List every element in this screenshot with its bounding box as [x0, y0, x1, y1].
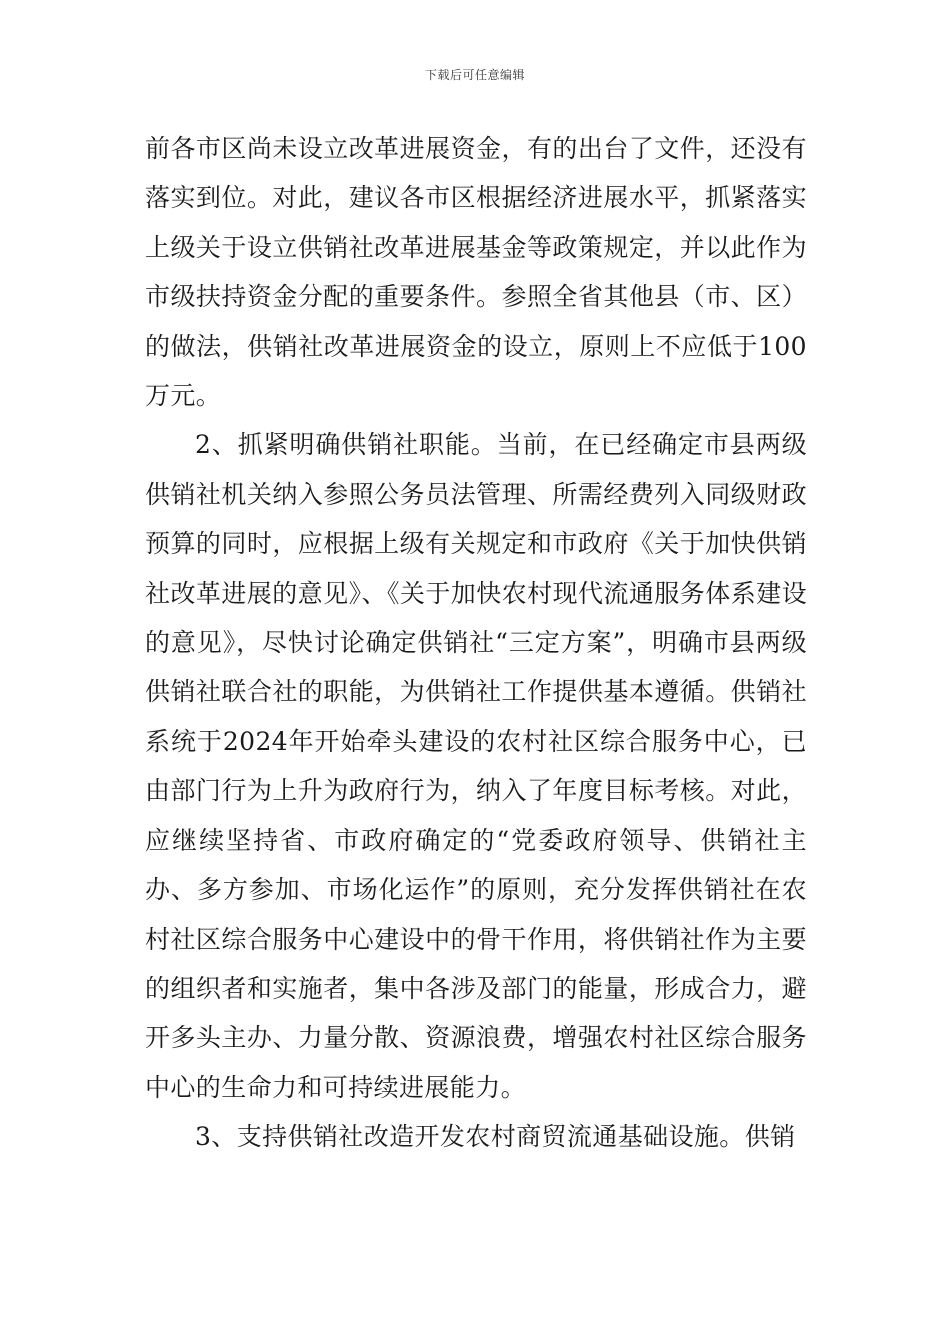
- paragraph-continuation: 前各市区尚未设立改革进展资金，有的出台了文件，还没有落实到位。对此，建议各市区根据经济进展水平，抓紧落实上级关于设立供销社改革进展基金等政策规定，并以此作为市级扶持资金分配的重要条件。参照全省其他县（市、区）的做法，供销社改革进展资金的设立，原则上不应低于100万元。: [145, 134, 807, 411]
- paragraph-item-2: 2、抓紧明确供销社职能。当前，在已经确定市县两级供销社机关纳入参照公务员法管理、所需经费列入同级财政预算的同时，应根据上级有关规定和市政府《关于加快供销社改革进展的意见》、《关于加快农村现代流通服务体系建设的意见》，尽快讨论确定供销社“三定方案”，明确市县两级供销社联合社的职能，为供销社工作提供基本遵循。供销社系统于2024年开始牵头建设的农村社区综合服务中心，已由部门行为上升为政府行为，纳入了年度目标考核。对此，应继续坚持省、市政府确定的“党委政府领导、供销社主办、多方参加、市场化运作”的原则，充分发挥供销社在农村社区综合服务中心建设中的骨干作用，将供销社作为主要的组织者和实施者，集中各涉及部门的能量，形成合力，避开多头主办、力量分散、资源浪费，增强农村社区综合服务中心的生命力和可持续进展能力。: [145, 430, 807, 1102]
- paragraph-item-3: 3、支持供销社改造开发农村商贸流通基础设施。供销: [195, 1122, 796, 1152]
- document-body: [145, 124, 807, 1162]
- page-header: 下载后可任意编辑: [424, 68, 525, 82]
